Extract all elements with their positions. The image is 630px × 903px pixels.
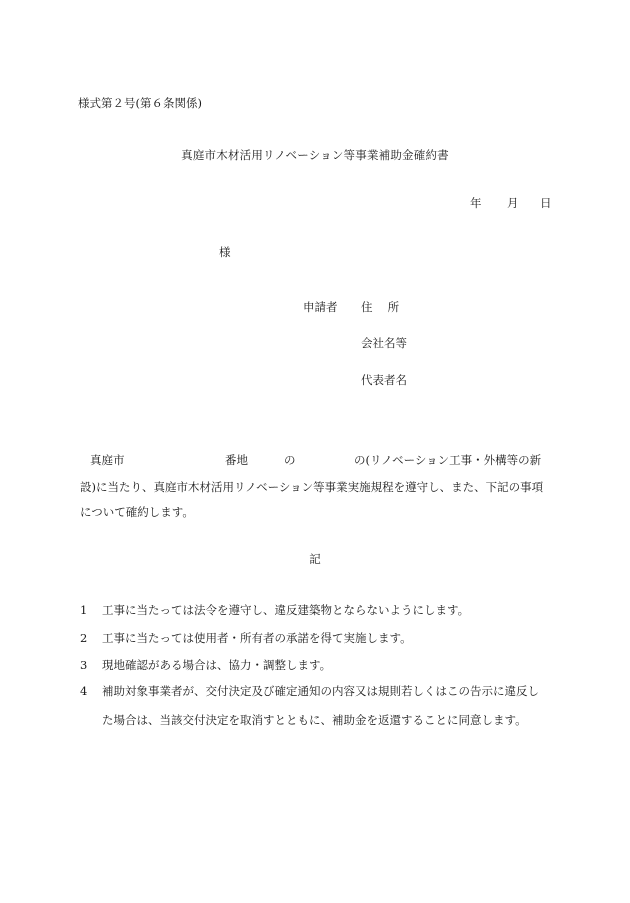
list-item [0, 633, 630, 647]
representative-name-label: 代表者名 [361, 373, 407, 387]
address-label: 住 所 [361, 300, 400, 314]
item-number: 3 [80, 658, 88, 672]
city-name: 真庭市 [90, 453, 125, 467]
item-text-continuation: た場合は、当該交付決定を取消すとともに、補助金を返還することに同意します。 [102, 713, 527, 727]
body-line-2: 設)に当たり、真庭市木材活用リノベーション等事業実施規程を遵守し、また、下記の事項 [80, 480, 544, 494]
no-label: の [284, 453, 296, 467]
addressee-suffix: 様 [219, 245, 231, 259]
item-text: 工事に当たっては使用者・所有者の承諾を得て実施します。 [102, 631, 412, 645]
date-year-label: 年 [470, 196, 482, 210]
document-title: 真庭市木材活用リノベーション等事業補助金確約書 [181, 148, 449, 162]
list-item-continuation [0, 715, 630, 729]
list-item [0, 660, 630, 674]
date-day-label: 日 [540, 196, 552, 210]
item-number: 2 [80, 631, 88, 645]
ki-heading: 記 [309, 552, 321, 566]
item-number: 4 [80, 684, 88, 698]
item-text: 工事に当たっては法令を遵守し、違反建築物とならないようにします。 [102, 603, 470, 617]
item-text: 現地確認がある場合は、協力・調整します。 [102, 658, 332, 672]
form-number: 様式第２号(第６条関係) [78, 96, 202, 110]
company-name-label: 会社名等 [361, 336, 407, 350]
item-text: 補助対象事業者が、交付決定及び確定通知の内容又は規則若しくはこの告示に違反し [102, 684, 539, 698]
body-line-3: について確約します。 [80, 505, 194, 519]
body-line-1-rest: の(リノベーション工事・外構等の新 [354, 453, 542, 467]
banchi-label: 番地 [225, 453, 248, 467]
list-item [0, 686, 630, 700]
date-month-label: 月 [507, 196, 519, 210]
item-number: 1 [80, 603, 88, 617]
list-item [0, 605, 630, 619]
applicant-label: 申請者 [303, 300, 338, 314]
